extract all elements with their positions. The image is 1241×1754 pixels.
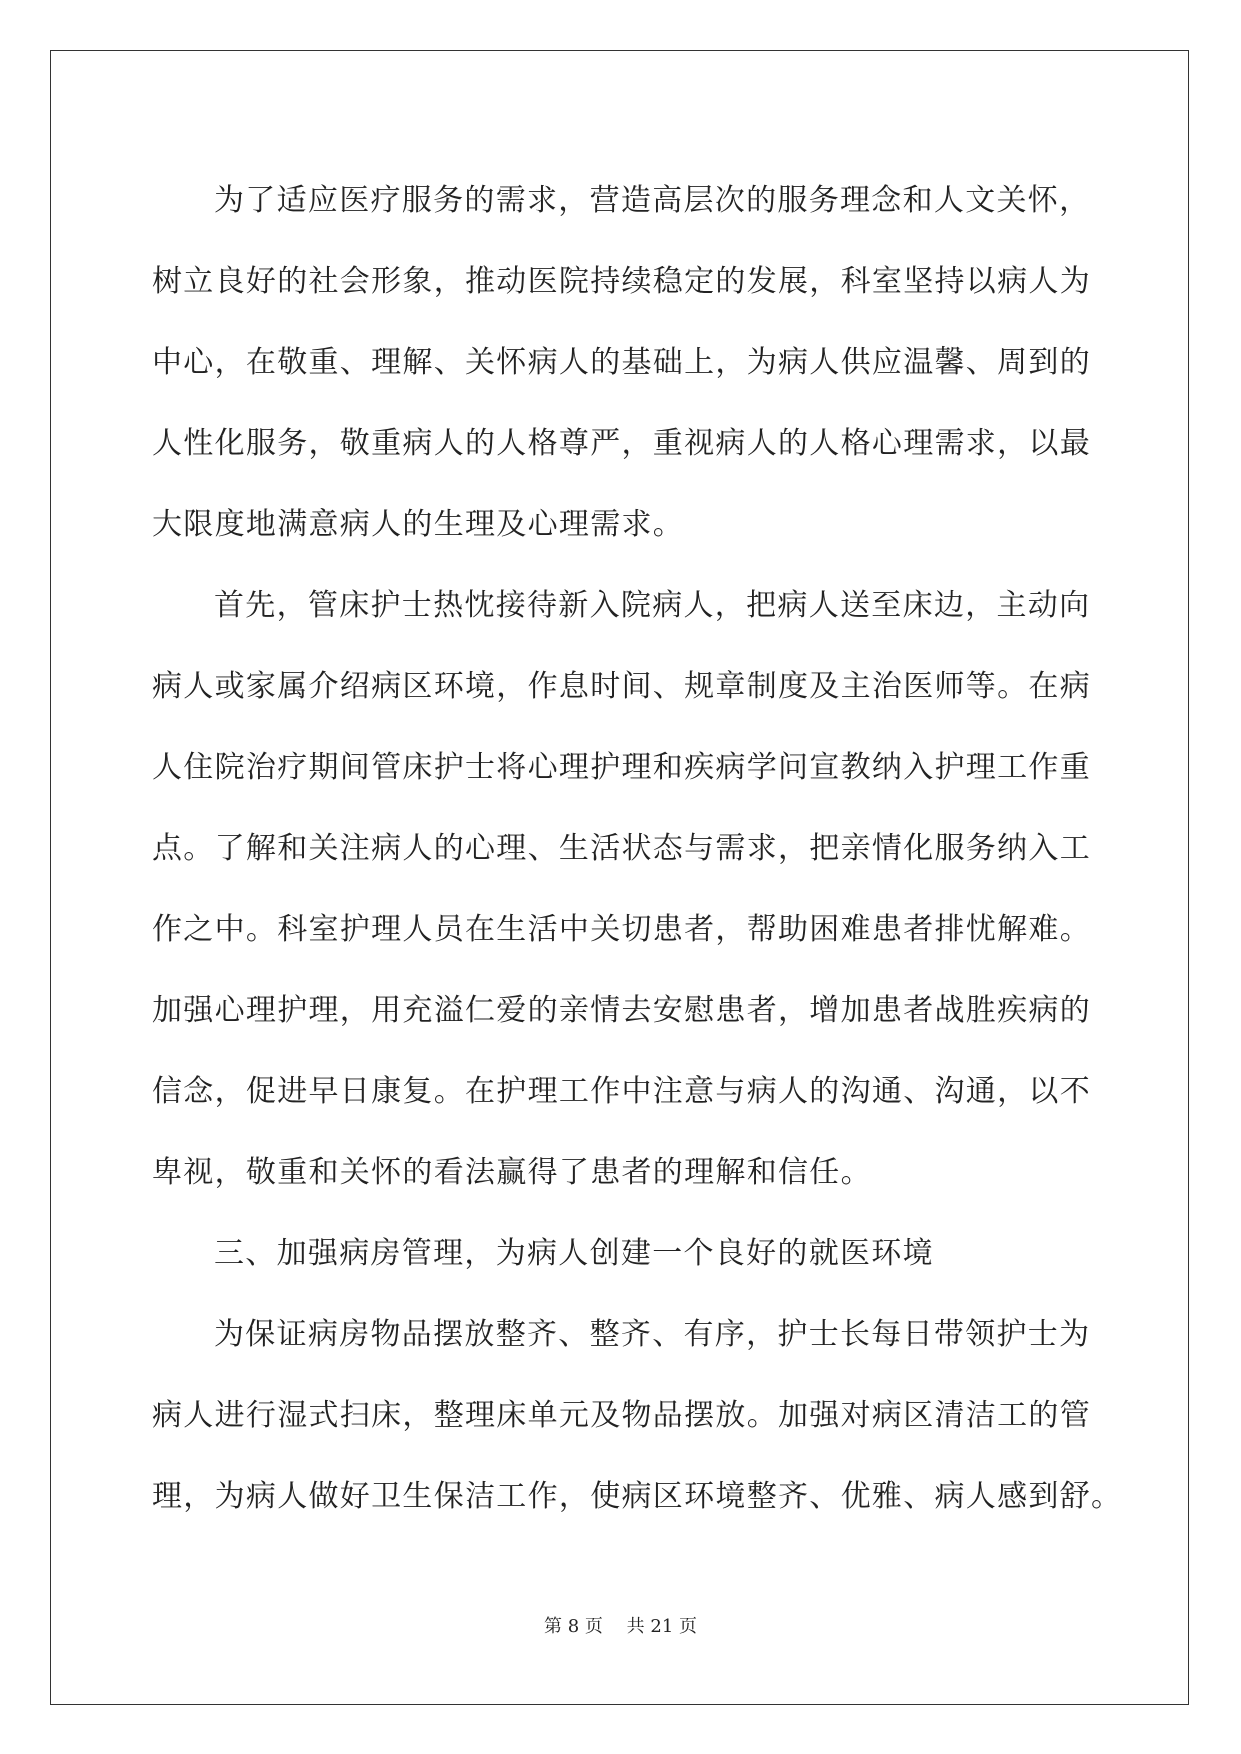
text-line: 作之中。科室护理人员在生活中关切患者，帮助困难患者排忧解难。 [152,912,1091,947]
text-line: 树立良好的社会形象，推动医院持续稳定的发展，科室坚持以病人为 [152,264,1091,299]
text-line: 大限度地满意病人的生理及心理需求。 [152,507,685,542]
text-line: 为保证病房物品摆放整齐、整齐、有序，护士长每日带领护士为 [214,1317,1091,1352]
paragraph-text [152,160,1123,1537]
page-total: 共 21 页 [626,1616,697,1637]
text-line: 中心，在敬重、理解、关怀病人的基础上，为病人供应温馨、周到的 [152,345,1091,380]
text-line: 信念，促进早日康复。在护理工作中注意与病人的沟通、沟通，以不 [152,1074,1091,1109]
text-line: 病人进行湿式扫床，整理床单元及物品摆放。加强对病区清洁工的管 [152,1398,1091,1433]
text-line: 人住院治疗期间管床护士将心理护理和疾病学问宣教纳入护理工作重 [152,750,1091,785]
text-line: 为了适应医疗服务的需求，营造高层次的服务理念和人文关怀， [214,183,1091,218]
text-line: 卑视，敬重和关怀的看法赢得了患者的理解和信任。 [152,1155,872,1190]
text-line: 人性化服务，敬重病人的人格尊严，重视病人的人格心理需求，以最 [152,426,1091,461]
text-line: 加强心理护理，用充溢仁爱的亲情去安慰患者，增加患者战胜疾病的 [152,993,1091,1028]
page-number: 第 8 页 [544,1616,603,1637]
page-footer [0,1612,1241,1638]
document-body [152,160,1123,1537]
text-line: 病人或家属介绍病区环境，作息时间、规章制度及主治医师等。在病 [152,669,1091,704]
section-heading: 三、加强病房管理，为病人创建一个良好的就医环境 [214,1236,934,1271]
text-line: 点。了解和关注病人的心理、生活状态与需求，把亲情化服务纳入工 [152,831,1091,866]
text-line: 理，为病人做好卫生保洁工作，使病区环境整齐、优雅、病人感到舒。 [152,1479,1123,1514]
text-line: 首先，管床护士热忱接待新入院病人，把病人送至床边，主动向 [214,588,1091,623]
